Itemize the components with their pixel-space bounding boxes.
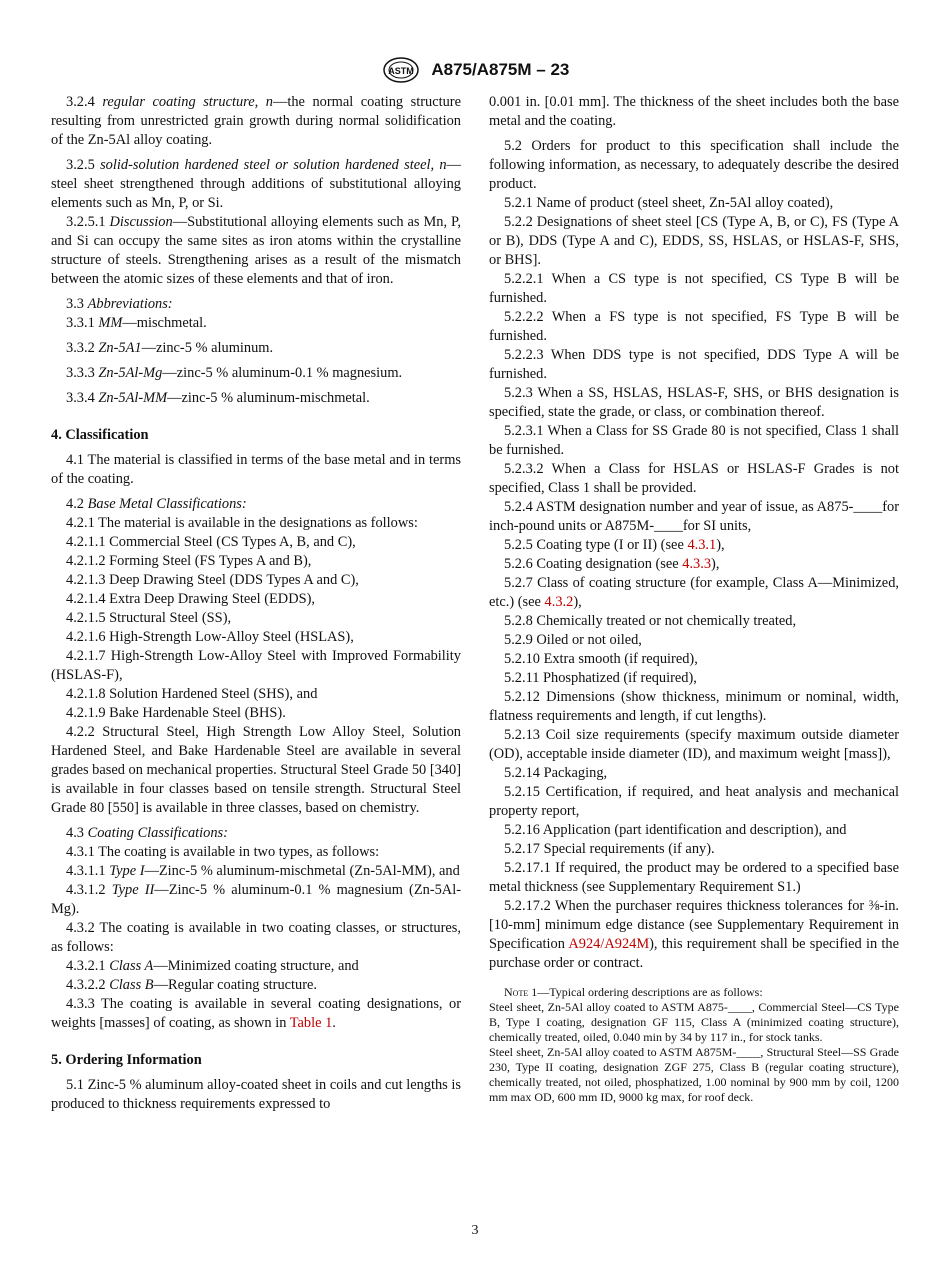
para-5-2-10: 5.2.10 Extra smooth (if required), [504, 651, 698, 667]
para-4-2-1-9: 4.2.1.9 Bake Hardenable Steel (BHS). [66, 705, 286, 721]
ref-4-3-1-link[interactable]: 4.3.1 [687, 537, 717, 553]
page-number: 3 [471, 1223, 479, 1238]
para-5-2-14: 5.2.14 Packaging, [504, 765, 608, 781]
para-3-3-1: 3.3.1 MM—mischmetal. [66, 315, 207, 331]
para-5-2-3-1: 5.2.3.1 When a Class for SS Grade 80 is not specified, Class 1 shall be furnished. [489, 423, 899, 458]
para-5-2-2: 5.2.2 Designations of sheet steel [CS (Type A, B, or C), FS (Type A or B), DDS (Type A and C), EDDS, SS, HSLAS, or HSLAS-F, SHS, or BHS]. [489, 214, 899, 268]
ref-4-3-2-link[interactable]: 4.3.2 [544, 594, 574, 610]
para-5-2-17: 5.2.17 Special requirements (if any). [504, 841, 715, 857]
para-5-2-2-2: 5.2.2.2 When a FS type is not specified, FS Type B will be furnished. [489, 309, 899, 344]
note-1-example-2: Steel sheet, Zn-5Al alloy coated to ASTM A875M-____, Structural Steel—SS Grade 230, Type II coating, designation ZGF 275, Class B (regular coating structure), chemically treated, not oiled, phosphatized, 1.00 nominal by 900 mm by coil, 1200 mm max OD, 600 mm ID, 9000 kg max, for roof deck. [489, 1045, 899, 1104]
para-5-2-3-2: 5.2.3.2 When a Class for HSLAS or HSLAS-F Grades is not specified, Class 1 shall be provided. [489, 461, 899, 496]
para-4-3-1-2: 4.3.1.2 Type II—Zinc-5 % aluminum-0.1 % magnesium (Zn-5Al-Mg). [51, 882, 461, 917]
para-5-2-3: 5.2.3 When a SS, HSLAS, HSLAS-F, SHS, or BHS designation is specified, state the grade, or class, or combination thereof. [489, 385, 899, 420]
para-4-3: 4.3 Coating Classifications: [66, 825, 228, 841]
para-5-2-17-2: 5.2.17.2 When the purchaser requires thickness tolerances for ⅜-in. [10-mm] minimum edge distance (see Supplementary Requirement in Specification A924/A924M), this requirement shall be specified in the purchase order or contract. [489, 898, 899, 971]
para-5-1: 5.1 Zinc-5 % aluminum alloy-coated sheet in coils and cut lengths is produced to thickness requirements expressed to [51, 1077, 461, 1112]
para-4-2-1-5: 4.2.1.5 Structural Steel (SS), [66, 610, 232, 626]
para-4-3-2-2: 4.3.2.2 Class B—Regular coating structure. [66, 977, 318, 993]
note-1-intro: Note 1—Typical ordering descriptions are as follows: [504, 985, 763, 999]
para-4-2-1-2: 4.2.1.2 Forming Steel (FS Types A and B), [66, 553, 312, 569]
section-5-heading: 5. Ordering Information [51, 1052, 202, 1068]
para-5-2-11: 5.2.11 Phosphatized (if required), [504, 670, 697, 686]
para-5-1-continued: 0.001 in. [0.01 mm]. The thickness of the sheet includes both the base metal and the coating. [489, 94, 899, 129]
para-5-2-17-1: 5.2.17.1 If required, the product may be ordered to a specified base metal thickness (see Supplementary Requirement S1.) [489, 860, 899, 895]
para-4-2-1-7: 4.2.1.7 High-Strength Low-Alloy Steel with Improved Formability (HSLAS-F), [51, 648, 461, 683]
right-column [489, 93, 899, 1105]
para-5-2-16: 5.2.16 Application (part identification and description), and [504, 822, 847, 838]
para-4-2-1-6: 4.2.1.6 High-Strength Low-Alloy Steel (HSLAS), [66, 629, 354, 645]
ref-4-3-3-link[interactable]: 4.3.3 [682, 556, 712, 572]
para-4-2-1-1: 4.2.1.1 Commercial Steel (CS Types A, B, and C), [66, 534, 356, 550]
para-3-3-2: 3.3.2 Zn-5A1—zinc-5 % aluminum. [66, 340, 274, 356]
para-3-2-4: 3.2.4 regular coating structure, n—the normal coating structure resulting from unrestricted grain growth during normal solidification of the Zn-5Al alloy coating. [51, 94, 461, 148]
para-3-2-5-1: 3.2.5.1 Discussion—Substitutional alloying elements such as Mn, P, and Si can occupy the same sites as iron atoms within the crystalline structure of steels. Strengthening arises as a result of the mismatch between the atomic sizes of these elements and that of iron. [51, 214, 461, 287]
svg-text:ASTM: ASTM [387, 66, 414, 76]
para-4-2: 4.2 Base Metal Classifications: [66, 496, 247, 512]
left-column [51, 93, 461, 1114]
note-1-example-1: Steel sheet, Zn-5Al alloy coated to ASTM A875-____, Commercial Steel—CS Type B, Type I coating, designation GF 115, Class A (minimized coating structure), chemically treated, oiled, 0.040 min by 34 by 117 in., for stock tanks. [489, 1000, 899, 1044]
para-5-2-7: 5.2.7 Class of coating structure (for example, Class A—Minimized, etc.) (see 4.3.2), [489, 575, 899, 610]
astm-logo-icon [381, 56, 421, 84]
para-4-3-1: 4.3.1 The coating is available in two types, as follows: [66, 844, 380, 860]
para-4-3-2: 4.3.2 The coating is available in two coating classes, or structures, as follows: [51, 920, 461, 955]
document-designation: A875/A875M – 23 [431, 60, 570, 79]
para-3-2-5: 3.2.5 solid-solution hardened steel or solution hardened steel, n—steel sheet strengthened through additions of substitutional alloying elements such as Mn, P, or Si. [51, 157, 461, 211]
section-4-heading: 4. Classification [51, 427, 149, 443]
para-4-2-1-8: 4.2.1.8 Solution Hardened Steel (SHS), and [66, 686, 318, 702]
para-5-2-15: 5.2.15 Certification, if required, and heat analysis and mechanical property report, [489, 784, 899, 819]
para-4-2-1-4: 4.2.1.4 Extra Deep Drawing Steel (EDDS), [66, 591, 315, 607]
para-4-2-1-3: 4.2.1.3 Deep Drawing Steel (DDS Types A and C), [66, 572, 359, 588]
para-5-2-2-1: 5.2.2.1 When a CS type is not specified, CS Type B will be furnished. [489, 271, 899, 306]
para-5-2-6: 5.2.6 Coating designation (see 4.3.3), [504, 556, 720, 572]
table-1-link[interactable]: Table 1 [289, 1015, 333, 1031]
para-4-3-2-1: 4.3.2.1 Class A—Minimized coating structure, and [66, 958, 359, 974]
para-4-2-2: 4.2.2 Structural Steel, High Strength Low Alloy Steel, Solution Hardened Steel, and Bake Hardenable Steel are available in several grades based on mechanical properties. Structural Steel Grade 50 [340] is available in four classes based on tensile strength. Structural Steel Grade 80 [550] is available in three classes, based on chemistry. [51, 724, 461, 816]
para-5-2-8: 5.2.8 Chemically treated or not chemically treated, [504, 613, 797, 629]
para-5-2-12: 5.2.12 Dimensions (show thickness, minimum or nominal, width, flatness requirements and length, if cut lengths). [489, 689, 899, 724]
para-5-2: 5.2 Orders for product to this specification shall include the following information, as necessary, to adequately describe the desired product. [489, 138, 899, 192]
para-4-3-1-1: 4.3.1.1 Type I—Zinc-5 % aluminum-mischmetal (Zn-5Al-MM), and [66, 863, 460, 879]
para-5-2-4: 5.2.4 ASTM designation number and year of issue, as A875-____for inch-pound units or A875M-____for SI units, [489, 499, 899, 534]
para-3-3-3: 3.3.3 Zn-5Al-Mg—zinc-5 % aluminum-0.1 % magnesium. [66, 365, 403, 381]
para-4-1: 4.1 The material is classified in terms of the base metal and in terms of the coating. [51, 452, 461, 487]
para-3-3: 3.3 Abbreviations: [66, 296, 173, 312]
para-5-2-9: 5.2.9 Oiled or not oiled, [504, 632, 642, 648]
para-3-3-4: 3.3.4 Zn-5Al-MM—zinc-5 % aluminum-mischmetal. [66, 390, 370, 406]
para-5-2-1: 5.2.1 Name of product (steel sheet, Zn-5Al alloy coated), [504, 195, 834, 211]
note-1 [489, 985, 899, 1105]
para-5-2-5: 5.2.5 Coating type (I or II) (see 4.3.1), [504, 537, 725, 553]
para-4-3-3: 4.3.3 The coating is available in several coating designations, or weights [masses] of coating, as shown in Table 1. [51, 996, 461, 1031]
page-header [0, 56, 950, 84]
para-4-2-1: 4.2.1 The material is available in the designations as follows: [66, 515, 418, 531]
para-5-2-13: 5.2.13 Coil size requirements (specify maximum outside diameter (OD), acceptable inside diameter (ID), and maximum weight [mass]), [489, 727, 899, 762]
para-5-2-2-3: 5.2.2.3 When DDS type is not specified, DDS Type A will be furnished. [489, 347, 899, 382]
ref-a924-link[interactable]: A924/A924M [568, 936, 650, 952]
